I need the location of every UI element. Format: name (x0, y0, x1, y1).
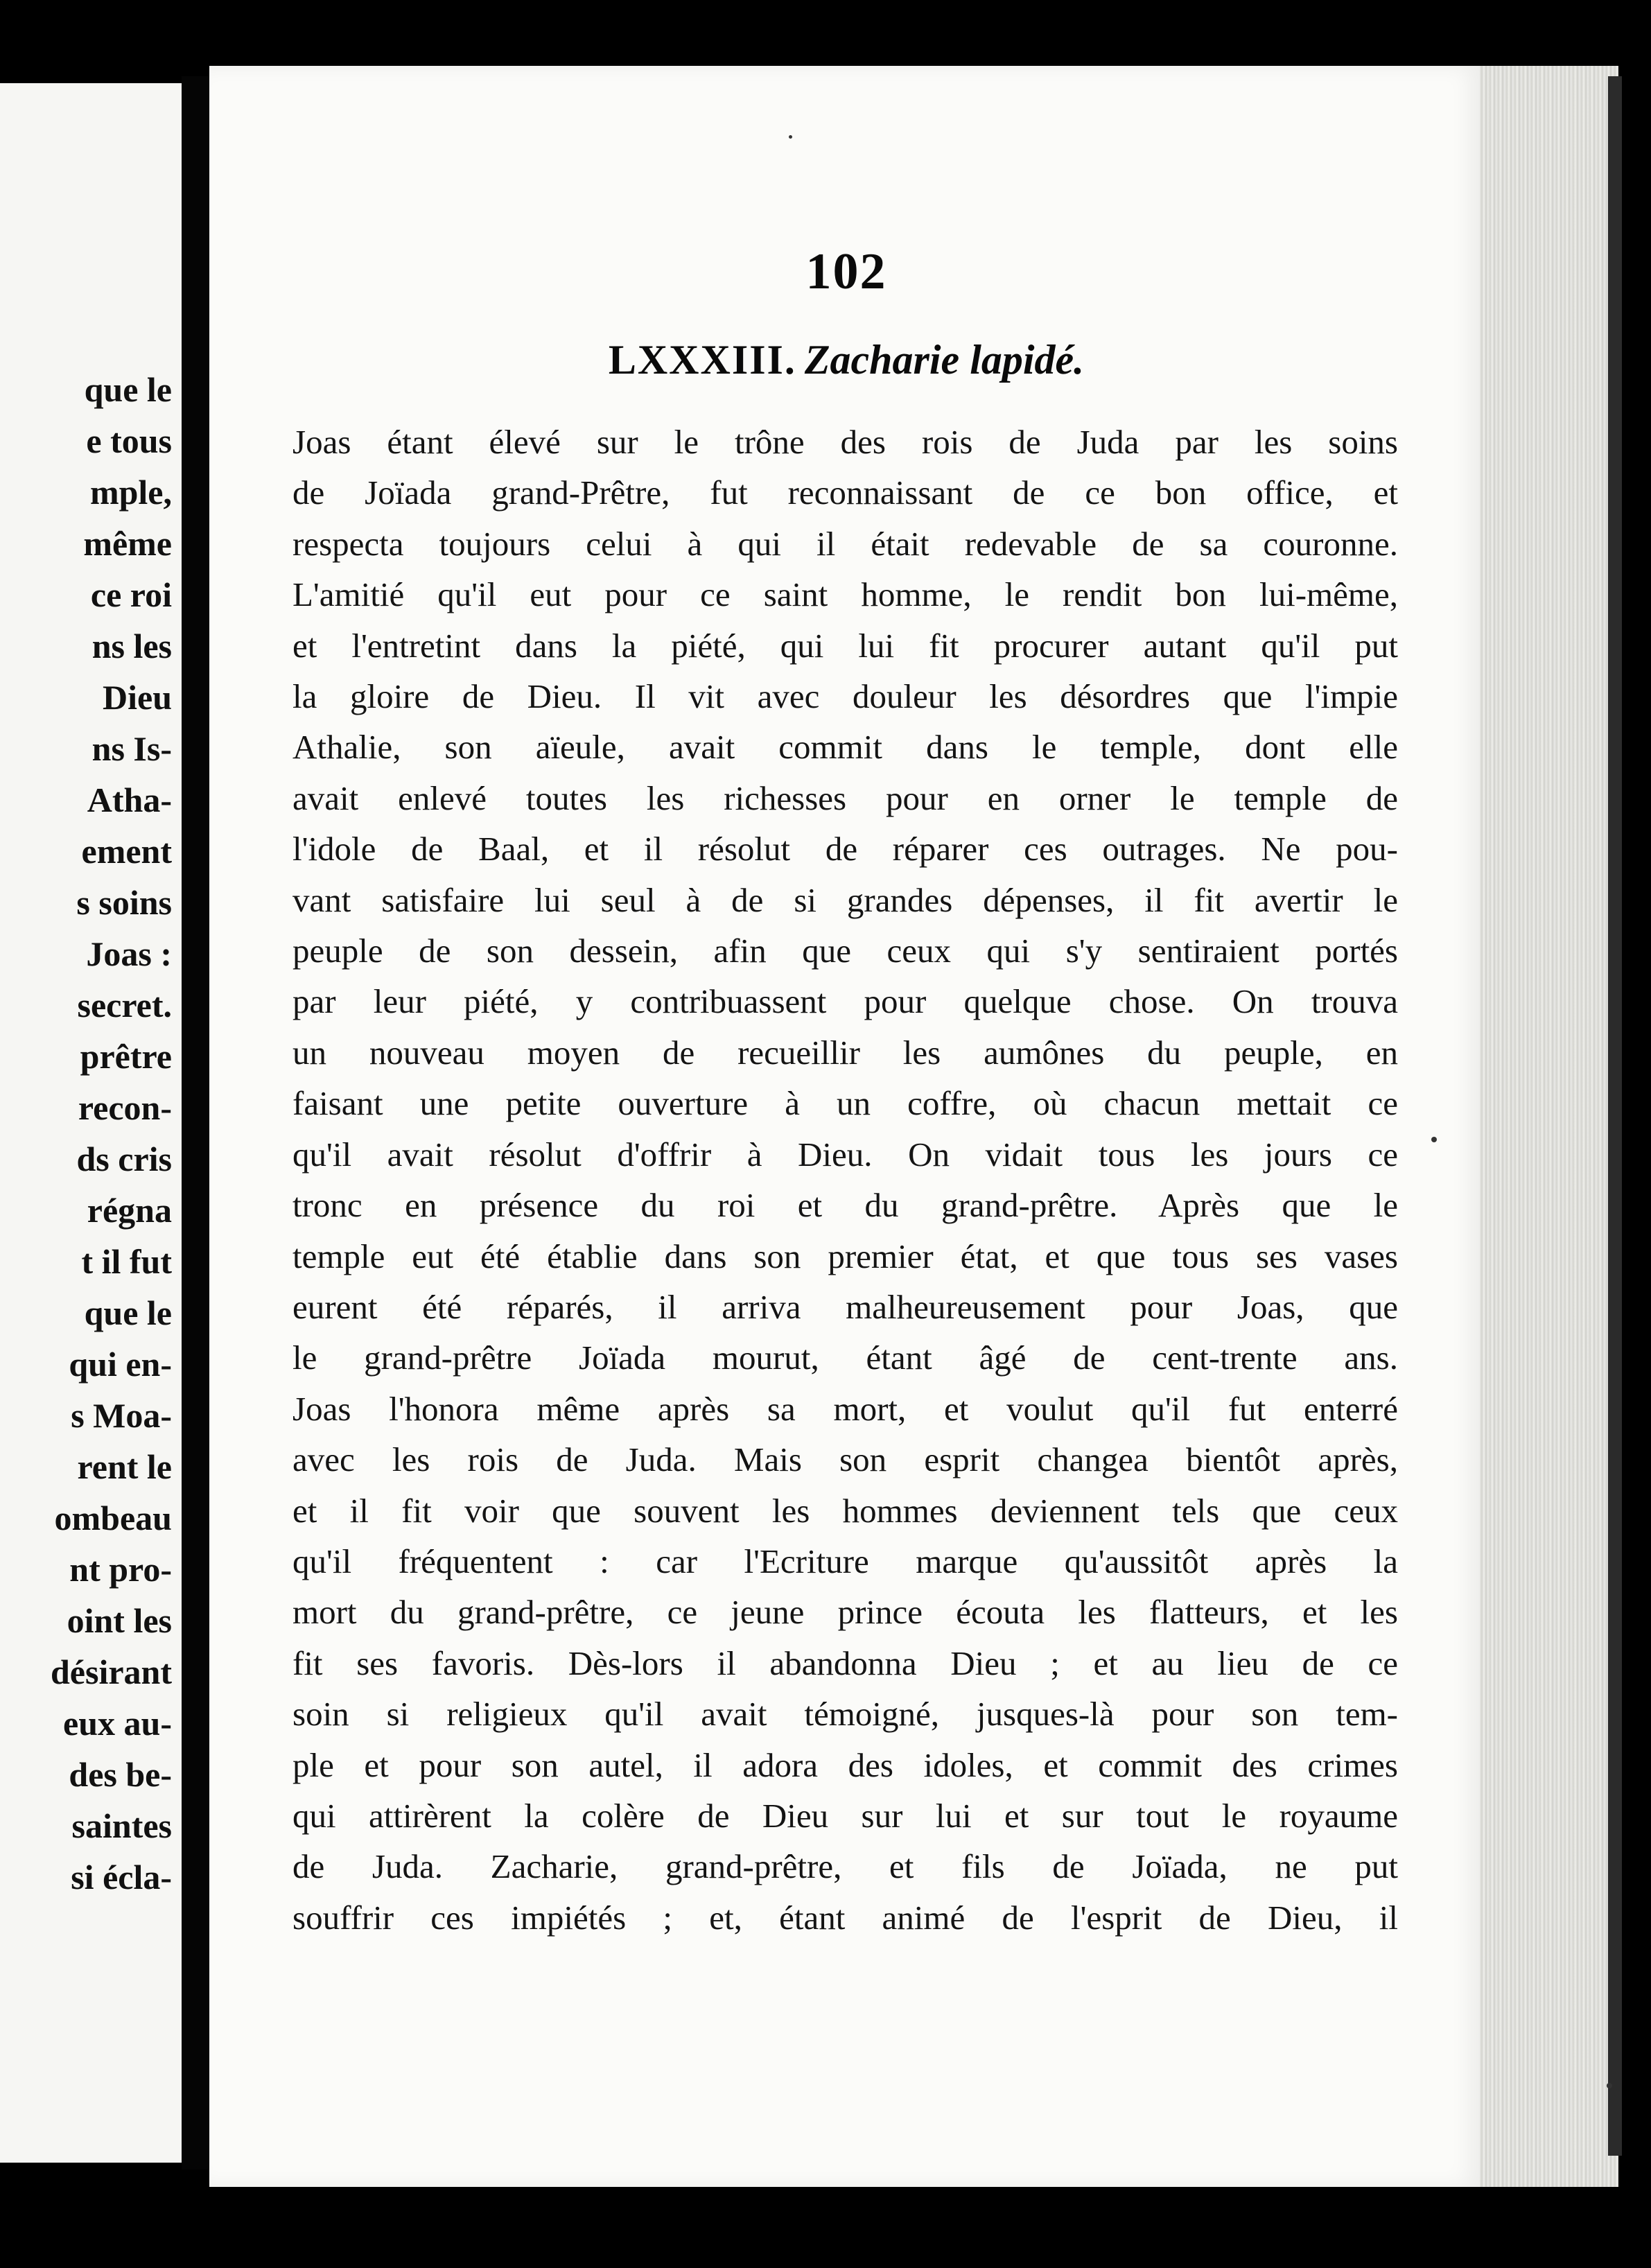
left-page-line: Atha- (87, 780, 172, 819)
text-line: peuple de son dessein, afin que ceux qui s'y sentiraient portés (292, 932, 1398, 970)
page-edges (1480, 66, 1618, 2187)
text-line: respecta toujours celui à qui il était redevable de sa couronne. (292, 524, 1398, 563)
left-page-line: mple, (89, 473, 172, 512)
text-line: Athalie, son aïeule, avait commit dans le temple, dont elle (292, 728, 1398, 767)
left-page-line: ce roi (90, 575, 172, 614)
text-line: un nouveau moyen de recueillir les aumônes du peuple, en (292, 1033, 1398, 1072)
scan-speck (1607, 2083, 1612, 2088)
left-page-text (51, 364, 172, 1903)
text-line: avait enlevé toutes les richesses pour en orner le temple de (292, 778, 1398, 817)
text-line: et l'entretint dans la piété, qui lui fit procurer autant qu'il put (292, 626, 1398, 665)
text-line: fit ses favoris. Dès-lors il abandonna Dieu ; et au lieu de ce (292, 1643, 1398, 1682)
left-page-line: Joas : (86, 934, 172, 973)
text-line: de Joïada grand-Prêtre, fut reconnaissant de ce bon office, et (292, 473, 1398, 512)
left-page-line: recon- (78, 1088, 172, 1127)
text-line: par leur piété, y contribuassent pour quelque chose. On trouva (292, 982, 1398, 1021)
page-edge-shadow (1608, 76, 1622, 2156)
text-line: qu'il fréquentent : car l'Ecriture marque qu'aussitôt après la (292, 1542, 1398, 1580)
left-facing-page (0, 83, 182, 2163)
text-line: et il fit voir que souvent les hommes deviennent tels que ceux (292, 1491, 1398, 1530)
left-page-line: que le (84, 370, 172, 409)
text-line: le grand-prêtre Joïada mourut, étant âgé de cent-trente ans. (292, 1338, 1398, 1377)
left-page-line: ds cris (76, 1140, 172, 1178)
left-page-line: e tous (86, 421, 172, 460)
left-page-line: ombeau (54, 1499, 172, 1537)
text-line: ple et pour son autel, il adora des idoles, et commit des crimes (292, 1745, 1398, 1784)
text-line: souffrir ces impiétés ; et, étant animé de l'esprit de Dieu, il (292, 1898, 1398, 1937)
text-line: soin si religieux qu'il avait témoigné, jusques-là pour son tem- (292, 1695, 1398, 1734)
left-page-line: oint les (67, 1601, 172, 1640)
left-page-line: même (83, 524, 172, 563)
left-page-line: régna (87, 1191, 172, 1230)
left-page-line: ns les (91, 627, 172, 665)
left-page-line: eux au- (63, 1704, 172, 1743)
left-page-line: si écla- (71, 1858, 172, 1896)
left-page-line: secret. (77, 986, 172, 1024)
text-line: qu'il avait résolut d'offrir à Dieu. On vidait tous les jours ce (292, 1135, 1398, 1174)
left-page-line: ns Is- (91, 729, 172, 768)
text-line: avec les rois de Juda. Mais son esprit changea bientôt après, (292, 1440, 1398, 1479)
text-line: tronc en présence du roi et du grand-prêtre. Après que le (292, 1186, 1398, 1225)
main-page (209, 66, 1483, 2187)
left-page-line: t il fut (81, 1242, 172, 1281)
text-line: la gloire de Dieu. Il vit avec douleur les désordres que l'impie (292, 677, 1398, 716)
text-line: l'idole de Baal, et il résolut de réparer ces outrages. Ne pou- (292, 830, 1398, 869)
chapter-heading (209, 336, 1483, 384)
left-page-line: des be- (69, 1755, 172, 1794)
left-page-line: nt pro- (69, 1550, 172, 1589)
text-line: temple eut été établie dans son premier état, et que tous ses vases (292, 1237, 1398, 1275)
left-page-line: ement (81, 832, 172, 871)
left-page-line: désirant (51, 1652, 172, 1691)
scan-speck (789, 135, 792, 139)
scan-speck (1431, 1137, 1437, 1142)
text-line: qui attirèrent la colère de Dieu sur lui et sur tout le royaume (292, 1796, 1398, 1835)
text-line: mort du grand-prêtre, ce jeune prince écouta les flatteurs, et les (292, 1593, 1398, 1632)
text-line: de Juda. Zacharie, grand-prêtre, et fils de Joïada, ne put (292, 1847, 1398, 1886)
book-gutter (182, 76, 209, 2170)
left-page-line: saintes (71, 1806, 172, 1845)
left-page-line: s Moa- (71, 1396, 172, 1435)
chapter-number: LXXXIII. (608, 337, 796, 383)
page-number: 102 (805, 243, 887, 300)
left-page-line: rent le (77, 1447, 172, 1486)
text-line: Joas l'honora même après sa mort, et voulut qu'il fut enterré (292, 1389, 1398, 1428)
text-line: eurent été réparés, il arriva malheureusement pour Joas, que (292, 1287, 1398, 1326)
left-page-line: s soins (76, 883, 172, 922)
body-text (292, 417, 1398, 1943)
text-line: L'amitié qu'il eut pour ce saint homme, le rendit bon lui-même, (292, 575, 1398, 614)
left-page-line: que le (84, 1293, 172, 1332)
chapter-title: Zacharie lapidé. (804, 337, 1085, 383)
text-line: vant satisfaire lui seul à de si grandes dépenses, il fit avertir le (292, 880, 1398, 919)
text-line: faisant une petite ouverture à un coffre, où chacun mettait ce (292, 1084, 1398, 1123)
text-line: Joas étant élevé sur le trône des rois de Juda par les soins (292, 423, 1398, 461)
left-page-line: qui en- (69, 1345, 172, 1384)
left-page-line: prêtre (80, 1037, 172, 1076)
left-page-line: Dieu (103, 678, 172, 717)
